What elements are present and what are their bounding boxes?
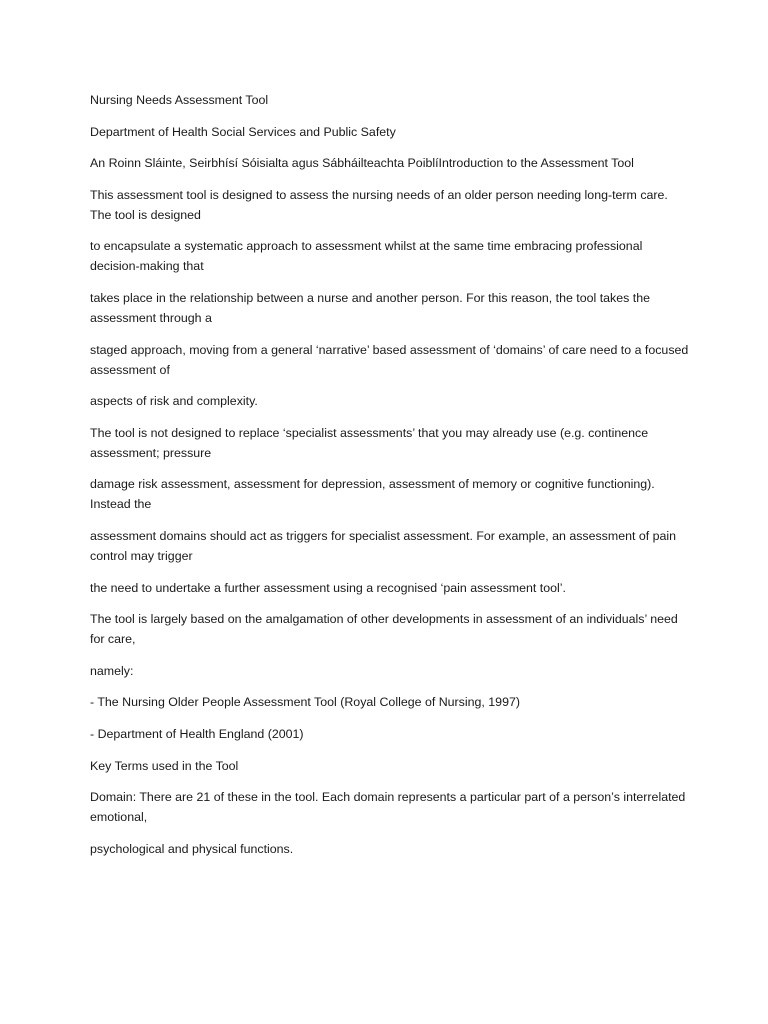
list-item: - Department of Health England (2001) bbox=[90, 726, 304, 741]
paragraph: assessment domains should act as triggers for specialist assessment. For example, an assessment of pain control may trigger bbox=[90, 528, 677, 563]
paragraph: namely: bbox=[90, 663, 134, 678]
paragraph: aspects of risk and complexity. bbox=[90, 394, 258, 409]
paragraph: Domain: There are 21 of these in the tool. Each domain represents a particular part of a person’s interrelated emotional, bbox=[90, 790, 686, 825]
paragraph: the need to undertake a further assessment using a recognised ‘pain assessment tool’. bbox=[90, 580, 566, 595]
irish-department-line: An Roinn Sláinte, Seirbhísí Sóisialta agus Sábháilteachta PoiblíIntroduction to the Assessment Tool bbox=[90, 156, 634, 171]
list-item: - The Nursing Older People Assessment Tool (Royal College of Nursing, 1997) bbox=[90, 695, 520, 710]
paragraph: This assessment tool is designed to assess the nursing needs of an older person needing long-term care. The tool is designed bbox=[90, 187, 668, 222]
paragraph: to encapsulate a systematic approach to assessment whilst at the same time embracing professional decision-making that bbox=[90, 239, 643, 274]
paragraph: psychological and physical functions. bbox=[90, 841, 294, 856]
paragraph: The tool is not designed to replace ‘specialist assessments’ that you may already use (e.g. continence assessment; pressure bbox=[90, 425, 649, 460]
section-heading: Key Terms used in the Tool bbox=[90, 758, 239, 773]
document-body bbox=[90, 90, 690, 870]
paragraph: staged approach, moving from a general ‘narrative’ based assessment of ‘domains’ of care need to a focused assessment of bbox=[90, 342, 689, 377]
department-line: Department of Health Social Services and Public Safety bbox=[90, 124, 396, 139]
paragraph: The tool is largely based on the amalgamation of other developments in assessment of an individuals’ need for care, bbox=[90, 612, 678, 647]
paragraph: takes place in the relationship between a nurse and another person. For this reason, the tool takes the assessment through a bbox=[90, 290, 650, 325]
document-title: Nursing Needs Assessment Tool bbox=[90, 93, 269, 107]
paragraph: damage risk assessment, assessment for depression, assessment of memory or cognitive functioning). Instead the bbox=[90, 477, 655, 512]
